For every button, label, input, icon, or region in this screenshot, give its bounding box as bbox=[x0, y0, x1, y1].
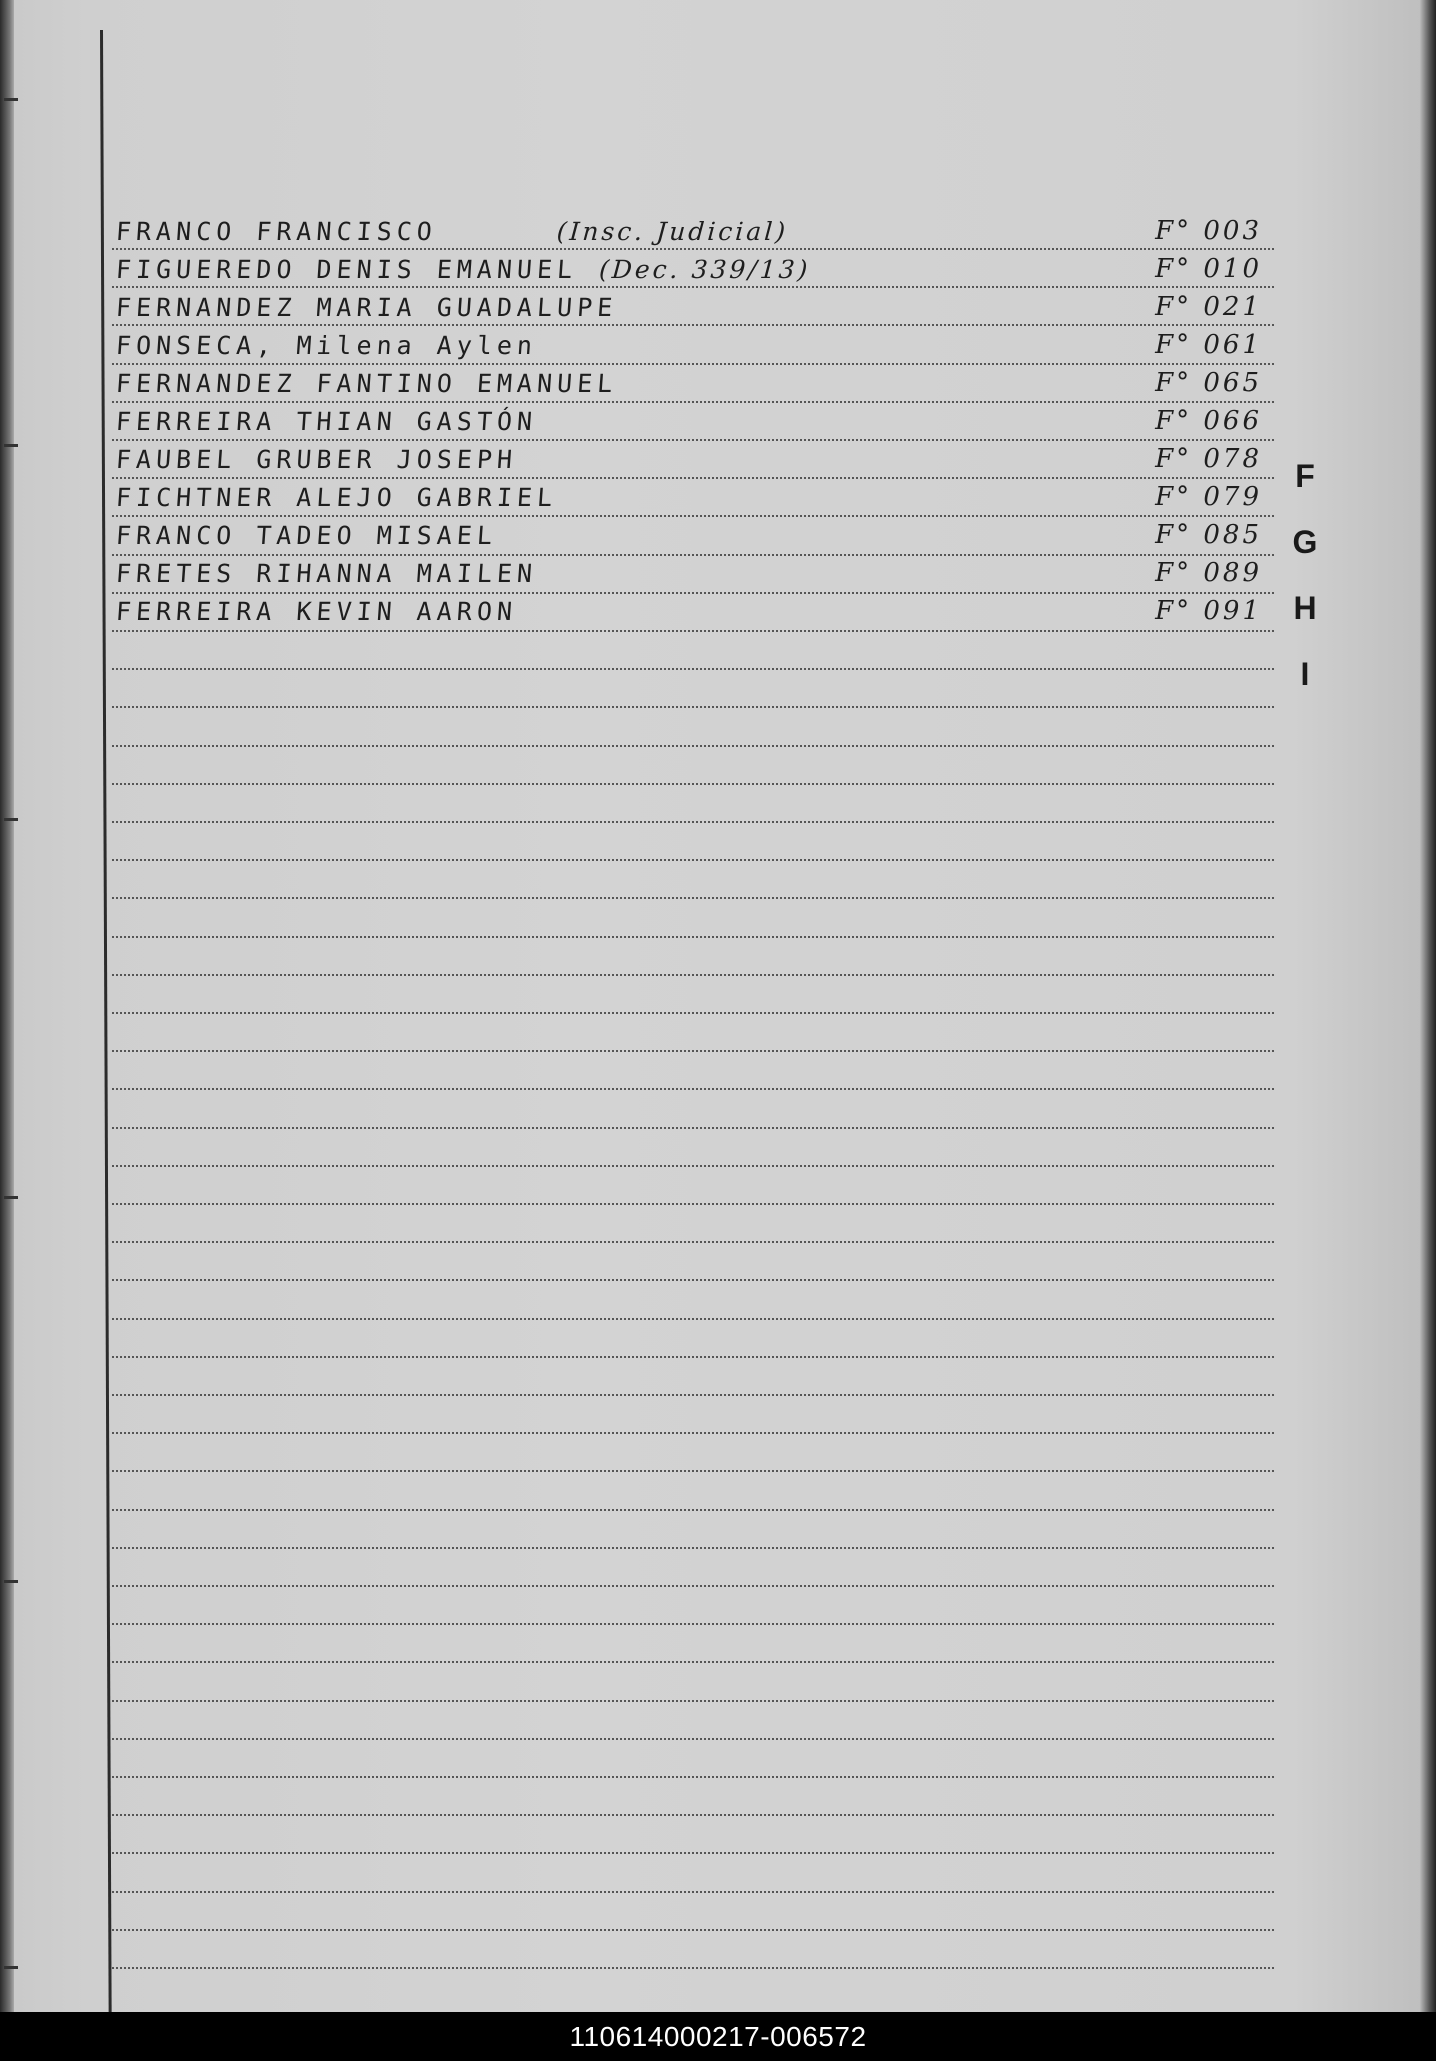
ruled-line bbox=[112, 630, 1274, 632]
ruled-line bbox=[112, 1852, 1274, 1854]
entry-row bbox=[116, 252, 1274, 286]
ruled-line bbox=[112, 248, 1274, 250]
ruled-line bbox=[112, 1165, 1274, 1167]
index-letter-i: I bbox=[1300, 656, 1310, 692]
entry-folio: F° 066 bbox=[1155, 406, 1262, 436]
binding-stitch bbox=[4, 818, 18, 821]
entry-name: FERNANDEZ MARIA GUADALUPE bbox=[114, 293, 619, 322]
entry-folio: F° 078 bbox=[1155, 444, 1262, 474]
entry-folio: F° 089 bbox=[1155, 558, 1262, 588]
ruled-line bbox=[112, 286, 1274, 288]
ruled-line bbox=[112, 1776, 1274, 1778]
ruled-line bbox=[112, 821, 1274, 823]
ruled-line bbox=[112, 668, 1274, 670]
ruled-line bbox=[112, 897, 1274, 899]
ruled-line bbox=[112, 1356, 1274, 1358]
entry-row bbox=[116, 366, 1274, 400]
ruled-line bbox=[112, 1050, 1274, 1052]
margin-line bbox=[100, 30, 112, 2012]
ruled-line bbox=[112, 1088, 1274, 1090]
ruled-line bbox=[112, 936, 1274, 938]
ruled-line bbox=[112, 783, 1274, 785]
index-letter-g: G bbox=[1292, 524, 1318, 560]
ruled-line bbox=[112, 1470, 1274, 1472]
ruled-line bbox=[112, 974, 1274, 976]
entry-folio: F° 085 bbox=[1155, 520, 1262, 550]
binding-stitch bbox=[4, 98, 18, 101]
binding-stitch bbox=[4, 1196, 18, 1199]
ruled-line bbox=[112, 1394, 1274, 1396]
ruled-line bbox=[112, 1623, 1274, 1625]
ruled-line bbox=[112, 401, 1274, 403]
ruled-line bbox=[112, 706, 1274, 708]
document-id: 110614000217-006572 bbox=[569, 2021, 867, 2052]
ruled-line bbox=[112, 1547, 1274, 1549]
entry-name: FRANCO TADEO MISAEL bbox=[114, 521, 498, 550]
ruled-line bbox=[112, 1814, 1274, 1816]
page-edge-shadow bbox=[1420, 0, 1436, 2012]
ruled-line bbox=[112, 363, 1274, 365]
entry-note: (Insc. Judicial) bbox=[555, 217, 790, 246]
entry-folio: F° 003 bbox=[1155, 216, 1262, 246]
entry-folio: F° 091 bbox=[1155, 596, 1262, 626]
entry-row bbox=[116, 404, 1274, 438]
entry-row bbox=[116, 328, 1274, 362]
ruled-line bbox=[112, 1432, 1274, 1434]
entry-row bbox=[116, 594, 1274, 628]
ruled-line bbox=[112, 1127, 1274, 1129]
ruled-line bbox=[112, 1891, 1274, 1893]
entry-row bbox=[116, 214, 1274, 248]
ruled-line bbox=[112, 477, 1274, 479]
entry-name: FERREIRA THIAN GASTÓN bbox=[114, 407, 539, 436]
entry-row bbox=[116, 518, 1274, 552]
binding-stitch bbox=[4, 1966, 18, 1969]
ruled-line bbox=[112, 1318, 1274, 1320]
entry-folio: F° 021 bbox=[1155, 292, 1262, 322]
ruled-line bbox=[112, 324, 1274, 326]
entry-note: (Dec. 339/13) bbox=[598, 255, 812, 284]
ruled-line bbox=[112, 1012, 1274, 1014]
ruled-line bbox=[112, 1203, 1274, 1205]
ruled-line bbox=[112, 1929, 1274, 1931]
ruled-line bbox=[112, 745, 1274, 747]
ruled-line bbox=[112, 1279, 1274, 1281]
entry-row bbox=[116, 290, 1274, 324]
index-letter-h: H bbox=[1293, 590, 1317, 626]
entry-row bbox=[116, 556, 1274, 590]
index-letter-f: F bbox=[1295, 458, 1315, 494]
entry-folio: F° 079 bbox=[1155, 482, 1262, 512]
binding-stitch bbox=[4, 1580, 18, 1583]
entry-name: FERREIRA KEVIN AARON bbox=[114, 597, 519, 626]
entry-name: FERNANDEZ FANTINO EMANUEL bbox=[114, 369, 619, 398]
entry-name: FICHTNER ALEJO GABRIEL bbox=[114, 483, 559, 512]
ruled-line bbox=[112, 1661, 1274, 1663]
entry-name: FONSECA, Milena Aylen bbox=[114, 331, 539, 360]
binding-strip bbox=[0, 0, 14, 2012]
entry-name: FRETES RIHANNA MAILEN bbox=[114, 559, 539, 588]
entry-folio: F° 010 bbox=[1155, 254, 1262, 284]
ruled-line bbox=[112, 1509, 1274, 1511]
entry-name: FIGUEREDO DENIS EMANUEL bbox=[114, 255, 579, 284]
entry-folio: F° 061 bbox=[1155, 330, 1262, 360]
ruled-line bbox=[112, 1967, 1274, 1969]
ruled-line bbox=[112, 439, 1274, 441]
footer-strip bbox=[0, 2012, 1436, 2061]
entry-name: FRANCO FRANCISCO bbox=[114, 217, 438, 246]
entry-row bbox=[116, 480, 1274, 514]
entry-folio: F° 065 bbox=[1155, 368, 1262, 398]
entry-name: FAUBEL GRUBER JOSEPH bbox=[114, 445, 519, 474]
binding-stitch bbox=[4, 444, 18, 447]
ruled-line bbox=[112, 1700, 1274, 1702]
entry-row bbox=[116, 442, 1274, 476]
ruled-line bbox=[112, 1585, 1274, 1587]
ruled-line bbox=[112, 1738, 1274, 1740]
ruled-line bbox=[112, 859, 1274, 861]
ruled-line bbox=[112, 1241, 1274, 1243]
